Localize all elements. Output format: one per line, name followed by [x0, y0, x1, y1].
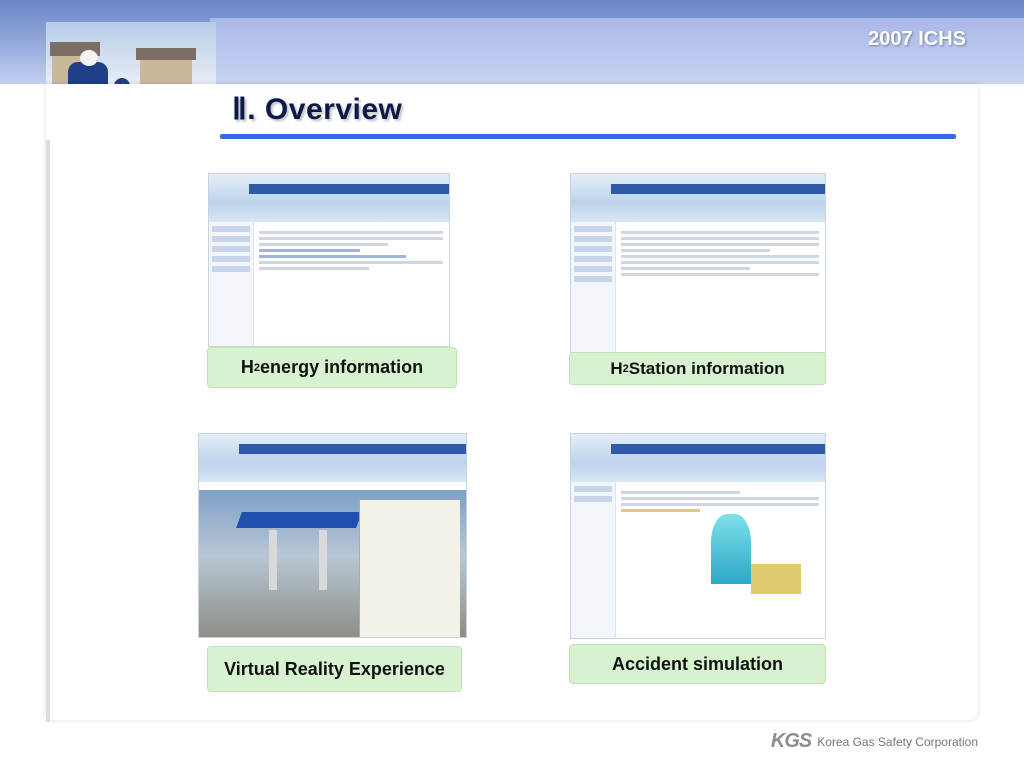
vr-pillar [319, 530, 327, 590]
footer-logo [771, 730, 978, 753]
screenshot-banner [199, 434, 466, 482]
caption-main: H [240, 357, 254, 377]
caption-rest: energy information [260, 357, 424, 377]
panel-left-rule [46, 140, 50, 722]
page-title: Ⅱ. Overview [232, 93, 403, 126]
vr-caption[interactable]: Virtual Reality Experience [207, 646, 462, 692]
caption-rest: Station information [628, 358, 785, 378]
accident-sim-screenshot [570, 433, 826, 639]
h2-energy-screenshot [208, 173, 450, 347]
accident-sim-caption[interactable]: Accident simulation [569, 644, 826, 684]
company-name: Korea Gas Safety Corporation [817, 734, 978, 749]
screenshot-banner [209, 174, 449, 222]
screenshot-navbar [611, 184, 825, 194]
kgs-logo-mark: KGS [770, 730, 812, 752]
caption-subscript: 2 [622, 362, 629, 375]
screenshot-banner [571, 434, 825, 482]
screenshot-content [621, 228, 819, 348]
sim-building [751, 564, 801, 594]
h2-station-screenshot [570, 173, 826, 353]
vr-pillar [269, 530, 277, 590]
caption-subscript: 2 [253, 361, 261, 374]
screenshot-content [259, 228, 443, 342]
h2-energy-caption[interactable] [207, 347, 457, 388]
title-underline [220, 134, 956, 139]
caption-main: H [610, 358, 623, 378]
screenshot-sidebar [571, 222, 616, 352]
screenshot-sidebar [571, 482, 616, 638]
h2-station-caption[interactable] [569, 352, 826, 385]
screenshot-banner [571, 174, 825, 222]
screenshot-navbar [249, 184, 449, 194]
vr-canopy [236, 512, 362, 528]
screenshot-sidebar [209, 222, 254, 346]
photo-helmet [80, 50, 98, 66]
vr-info-panel [359, 500, 460, 638]
vr-scene [199, 490, 466, 637]
screenshot-navbar [239, 444, 466, 454]
content-panel [46, 84, 978, 720]
vr-screenshot [198, 433, 467, 638]
photo-roof-2 [136, 48, 196, 60]
conference-label: 2007 ICHS [868, 28, 966, 50]
sim-gas-plume [711, 514, 751, 584]
screenshot-navbar [611, 444, 825, 454]
